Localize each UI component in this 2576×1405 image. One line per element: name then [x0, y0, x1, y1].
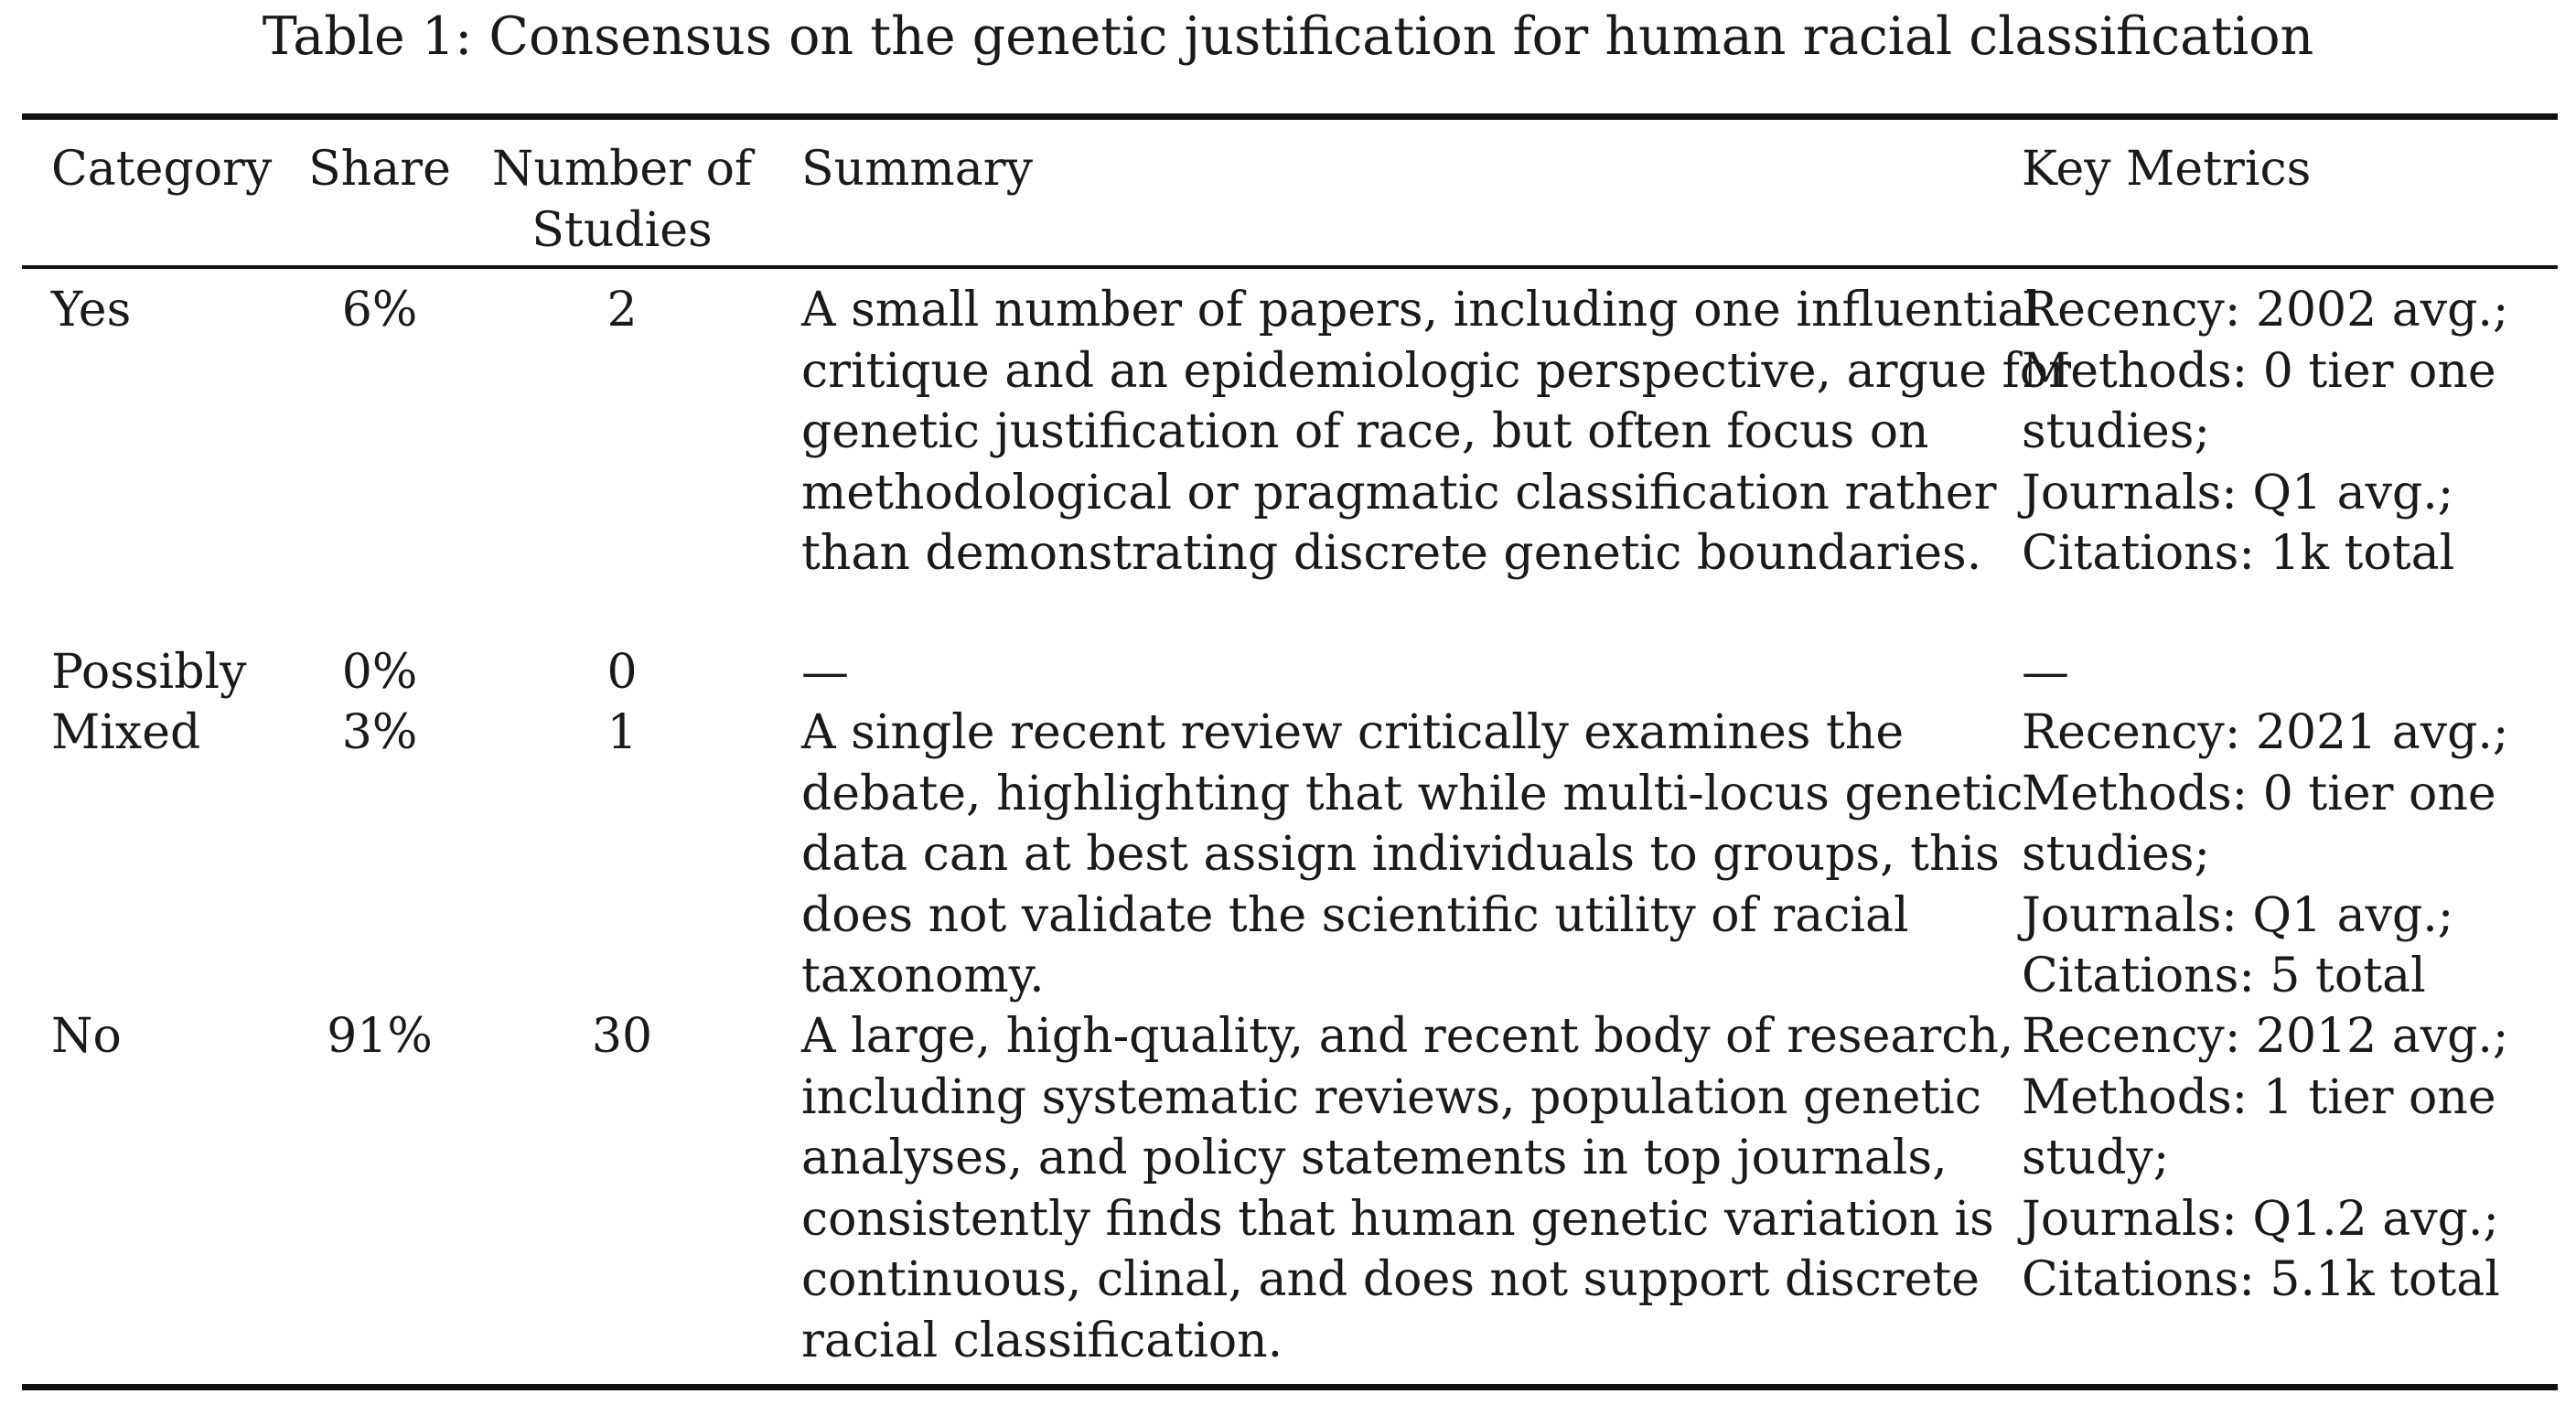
metric-line: Journals: Q1 avg.; [2022, 887, 2454, 943]
summary-line: — [801, 645, 849, 700]
row-share: 91% [327, 1009, 433, 1064]
summary-line: does not validate the scientific utility of racial [801, 887, 1909, 943]
summary-line: taxonomy. [801, 949, 1045, 1003]
row-summary [801, 280, 2071, 585]
table-caption: Table 1: Consensus on the genetic justification for human racial classification [262, 6, 2314, 67]
summary-line: data can at best assign individuals to groups, this [801, 827, 2000, 882]
summary-line: A large, high-quality, and recent body of research, [801, 1009, 2014, 1064]
row-key-metrics [2022, 642, 2069, 703]
row-summary [801, 702, 2023, 1007]
row-share: 0% [341, 645, 418, 700]
metric-line: Recency: 2002 avg.; [2022, 283, 2509, 338]
row-category: No [51, 1009, 122, 1064]
metric-line: Citations: 5.1k total [2022, 1252, 2500, 1307]
row-category: Mixed [51, 705, 201, 760]
row-study-count: 0 [606, 645, 638, 700]
summary-line: including systematic reviews, population genetic [801, 1069, 1981, 1125]
row-category: Yes [51, 283, 132, 338]
header-share: Share [308, 142, 451, 197]
bottom-rule [22, 1384, 2558, 1390]
metric-line: Recency: 2021 avg.; [2022, 705, 2509, 760]
summary-line: methodological or pragmatic classification rather [801, 465, 1997, 520]
row-study-count: 30 [591, 1009, 653, 1064]
summary-line: analyses, and policy statements in top journals, [801, 1131, 1948, 1185]
row-study-count: 1 [606, 705, 638, 760]
row-share: 6% [341, 283, 418, 338]
metric-line: study; [2022, 1131, 2170, 1185]
summary-line: A small number of papers, including one influential [801, 283, 2042, 338]
row-key-metrics [2022, 280, 2508, 585]
summary-line: than demonstrating discrete genetic boundaries. [801, 526, 1982, 581]
metric-line: studies; [2022, 404, 2210, 459]
metric-line: Citations: 1k total [2022, 526, 2455, 581]
metric-line: — [2022, 645, 2069, 700]
metric-line: Methods: 1 tier one [2022, 1069, 2496, 1125]
row-summary [801, 1006, 2013, 1371]
metric-line: studies; [2022, 827, 2210, 882]
header-number-line-1: Number of [491, 142, 753, 197]
header-rule [22, 265, 2558, 269]
row-key-metrics [2022, 702, 2508, 1007]
header-category: Category [51, 142, 273, 197]
summary-line: continuous, clinal, and does not support discrete [801, 1252, 1980, 1307]
row-summary [801, 642, 849, 703]
metric-line: Methods: 0 tier one [2022, 766, 2496, 821]
metric-line: Journals: Q1 avg.; [2022, 465, 2454, 520]
metric-line: Methods: 0 tier one [2022, 343, 2496, 399]
row-category: Possibly [51, 645, 247, 700]
top-rule [22, 113, 2558, 120]
summary-line: debate, highlighting that while multi-locus genetic [801, 766, 2023, 821]
metric-line: Journals: Q1.2 avg.; [2022, 1191, 2499, 1247]
header-summary: Summary [801, 142, 1033, 197]
summary-line: genetic justification of race, but often focus on [801, 404, 1929, 459]
row-share: 3% [341, 705, 418, 760]
summary-line: consistently finds that human genetic variation is [801, 1191, 1994, 1247]
summary-line: A single recent review critically examines the [801, 705, 1905, 760]
header-key-metrics: Key Metrics [2022, 142, 2312, 197]
header-number-line-2: Studies [531, 202, 713, 258]
row-key-metrics [2022, 1006, 2508, 1311]
header-number-of-studies [485, 139, 759, 261]
summary-line: critique and an epidemiologic perspective, argue for [801, 343, 2071, 399]
row-study-count: 2 [606, 283, 638, 338]
summary-line: racial classification. [801, 1313, 1283, 1368]
metric-line: Recency: 2012 avg.; [2022, 1009, 2509, 1064]
metric-line: Citations: 5 total [2022, 949, 2426, 1003]
